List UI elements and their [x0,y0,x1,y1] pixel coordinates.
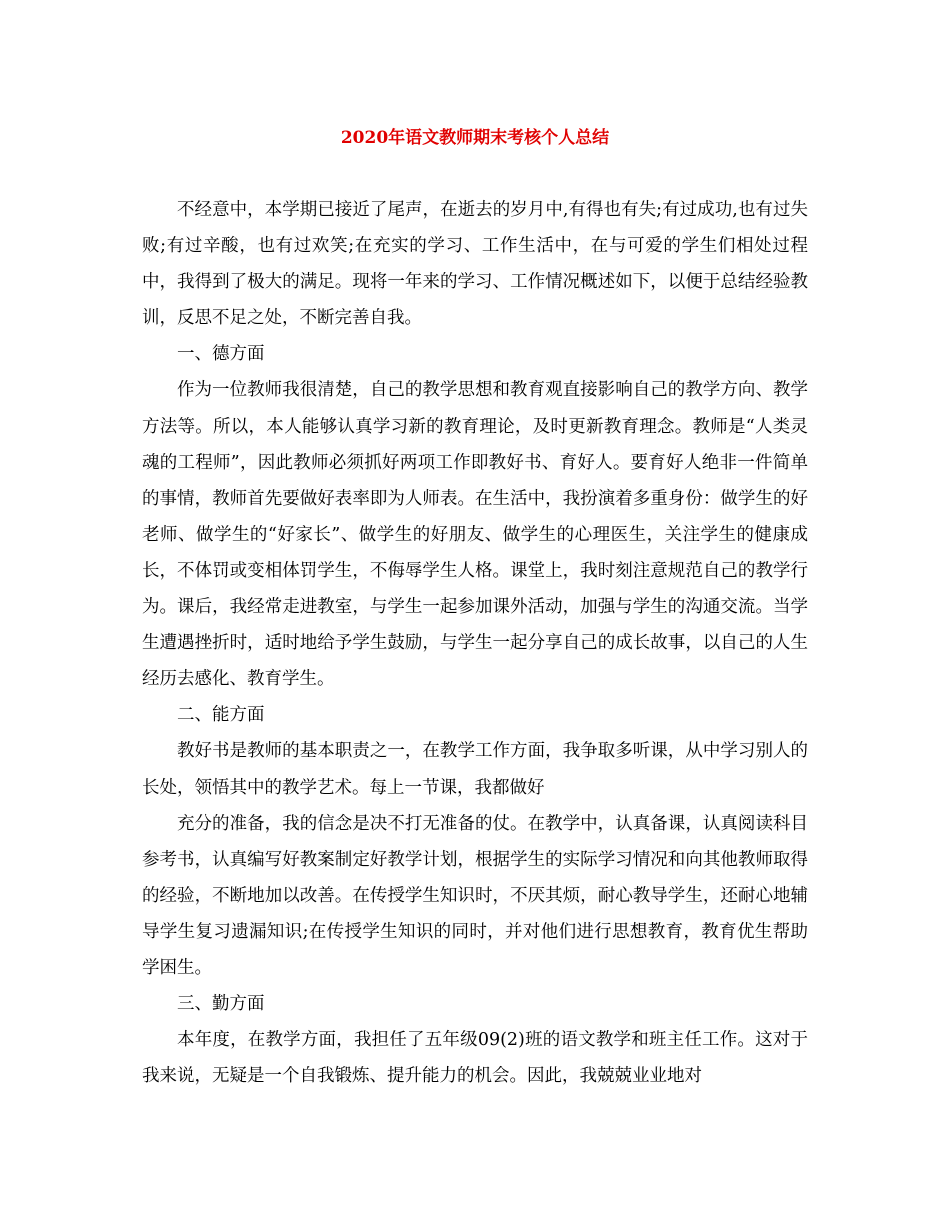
document-body [142,192,808,1094]
section-heading-diligence: 三、勤方面 [177,994,265,1015]
paragraph-morality: 作为一位教师我很清楚，自己的教学思想和教育观直接影响自己的教学方向、教学方法等。所以，本人能够认真学习新的教育理论，及时更新教育理念。教师是“人类灵魂的工程师”，因此教师必须抓好两项工作即教好书、育好人。要育好人绝非一件简单的事情，教师首先要做好表率即为人师表。在生活中，我扮演着多重身份：做学生的好老师、做学生的“好家长”、做学生的好朋友、做学生的心理医生，关注学生的健康成长，不体罚或变相体罚学生，不侮辱学生人格。课堂上，我时刻注意规范自己的教学行为。课后，我经常走进教室，与学生一起参加课外活动，加强与学生的沟通交流。当学生遭遇挫折时，适时地给予学生鼓励，与学生一起分享自己的成长故事，以自己的人生经历去感化、教育学生。 [142,380,808,690]
paragraph-diligence: 本年度，在教学方面，我担任了五年级09(2)班的语文教学和班主任工作。这对于我来说，无疑是一个自我锻炼、提升能力的机会。因此，我兢兢业业地对 [142,1030,808,1087]
section-heading-ability: 二、能方面 [177,705,265,726]
paragraph-ability-2: 充分的准备，我的信念是决不打无准备的仗。在教学中，认真备课，认真阅读科目参考书，认真编写好教案制定好教学计划，根据学生的实际学习情况和向其他教师取得的经验，不断地加以改善。在传授学生知识时，不厌其烦，耐心教导学生，还耐心地辅导学生复习遗漏知识;在传授学生知识的同时，并对他们进行思想教育，教育优生帮助学困生。 [142,813,808,978]
paragraph-ability-1: 教好书是教师的基本职责之一，在教学工作方面，我争取多听课，从中学习别人的长处，领悟其中的教学艺术。每上一节课，我都做好 [142,741,808,798]
document-title: 2020年语文教师期末考核个人总结 [340,128,610,148]
section-heading-morality: 一、德方面 [177,344,265,365]
paragraph-intro: 不经意中，本学期已接近了尾声，在逝去的岁月中,有得也有失;有过成功,也有过失败;有过辛酸，也有过欢笑;在充实的学习、工作生活中，在与可爱的学生们相处过程中，我得到了极大的满足。现将一年来的学习、工作情况概述如下，以便于总结经验教训，反思不足之处，不断完善自我。 [142,200,808,329]
